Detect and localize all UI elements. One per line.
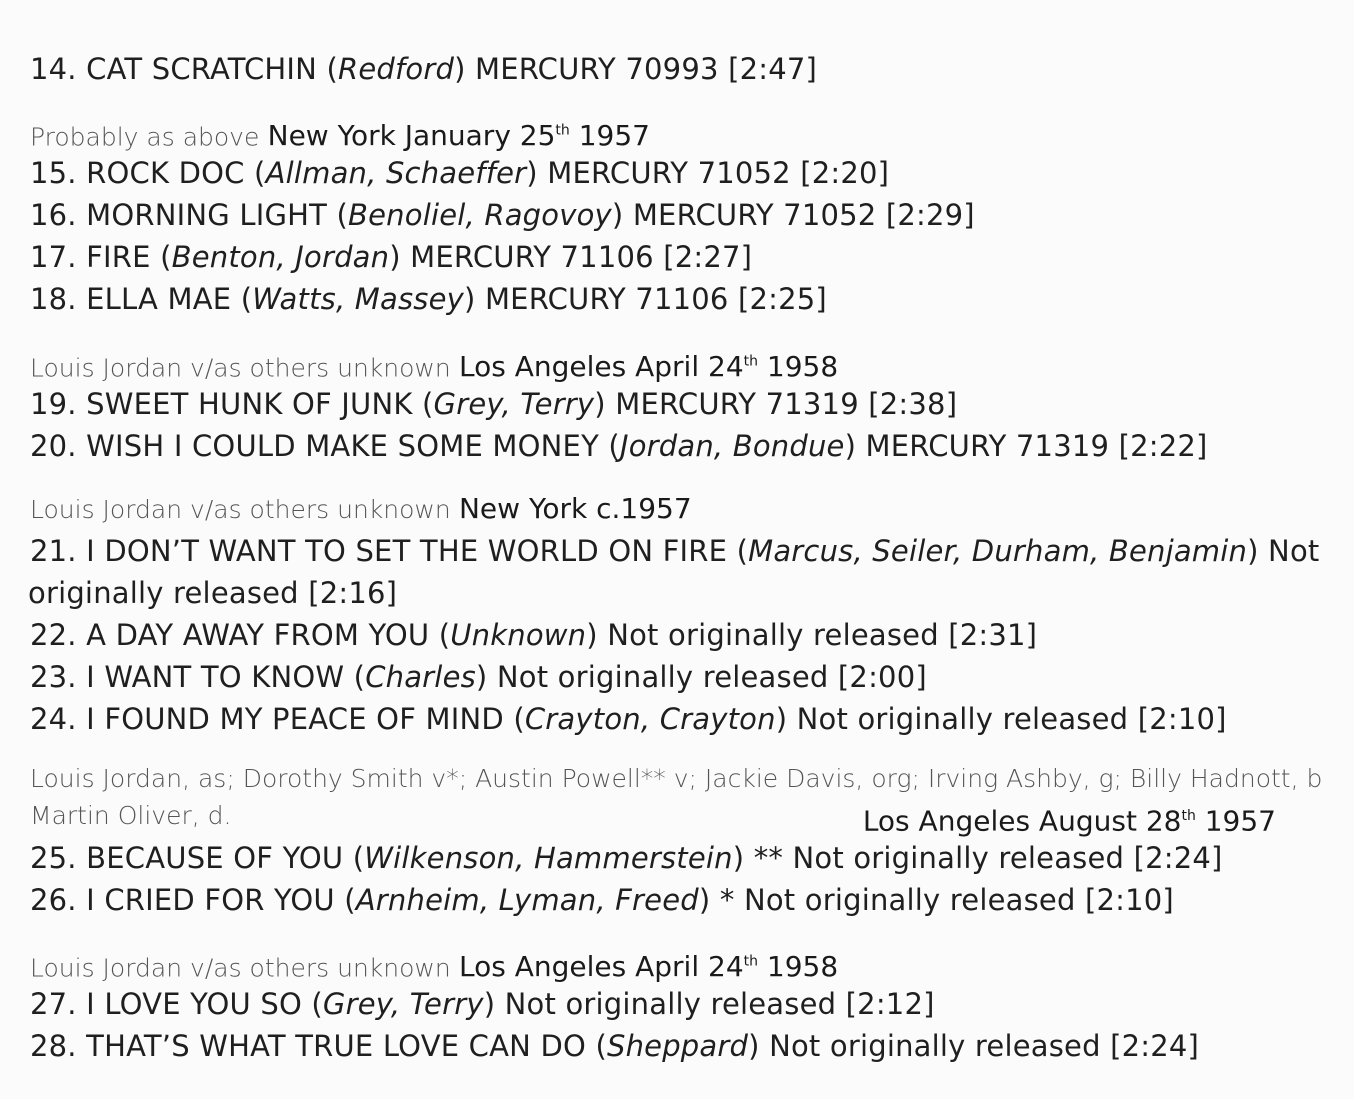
session-header bbox=[30, 797, 1334, 838]
track-duration: [2:29] bbox=[885, 198, 975, 232]
track-title: BECAUSE OF YOU bbox=[86, 841, 344, 875]
track-title: I WANT TO KNOW bbox=[86, 660, 345, 694]
track-22: 22. A DAY AWAY FROM YOU (Unknown) Not originally released [2:31] bbox=[30, 618, 1038, 652]
session-personnel: Louis Jordan v/as others unknown bbox=[30, 353, 451, 383]
track-release: Not bbox=[1268, 534, 1320, 568]
track-release-continued: originally released bbox=[28, 576, 299, 610]
vocalist-mark: ** bbox=[753, 841, 784, 875]
session-header bbox=[30, 490, 1334, 529]
track-21: 21. I DON’T WANT TO SET THE WORLD ON FIRE (Marcus, Seiler, Durham, Benjamin) Not bbox=[30, 534, 1320, 568]
session-header bbox=[30, 112, 1334, 156]
track-number: 14. bbox=[30, 52, 77, 86]
session-personnel: Louis Jordan v/as others unknown bbox=[30, 495, 451, 524]
track-number: 23. bbox=[30, 660, 77, 694]
session-personnel-line-1: Louis Jordan, as; Dorothy Smith v*; Austin Powell** v; Jackie Davis, org; Irving Ashby, g; Billy Hadnott, b bbox=[30, 764, 1323, 793]
track-title: FIRE bbox=[86, 240, 151, 274]
session-location: Los Angeles April 24th 1958 bbox=[458, 950, 839, 984]
track-duration: [2:31] bbox=[948, 618, 1038, 652]
track-14: 14. CAT SCRATCHIN (Redford) MERCURY 70993 [2:47] bbox=[30, 52, 818, 86]
track-19: 19. SWEET HUNK OF JUNK (Grey, Terry) MERCURY 71319 [2:38] bbox=[30, 387, 958, 421]
session-location: New York c.1957 bbox=[458, 492, 692, 525]
track-21-continued bbox=[28, 572, 1334, 614]
track-duration: [2:38] bbox=[868, 387, 958, 421]
track-composer: Grey, Terry bbox=[433, 387, 595, 421]
track-title: ROCK DOC bbox=[86, 156, 245, 190]
track-title: THAT’S WHAT TRUE LOVE CAN DO bbox=[86, 1029, 587, 1063]
track-release: Not originally released bbox=[792, 841, 1125, 875]
track-24: 24. I FOUND MY PEACE OF MIND (Crayton, Crayton) Not originally released [2:10] bbox=[30, 702, 1227, 736]
track-release: Not originally released bbox=[496, 660, 829, 694]
track-composer: Wilkenson, Hammerstein bbox=[364, 841, 733, 875]
track-composer: Watts, Massey bbox=[252, 282, 465, 316]
track-title: CAT SCRATCHIN bbox=[86, 52, 318, 86]
track-composer: Marcus, Seiler, Durham, Benjamin bbox=[748, 534, 1248, 568]
session-header bbox=[30, 943, 1334, 987]
track-release: MERCURY 71106 bbox=[410, 240, 654, 274]
track-17: 17. FIRE (Benton, Jordan) MERCURY 71106 [2:27] bbox=[30, 240, 753, 274]
track-title: SWEET HUNK OF JUNK bbox=[86, 387, 413, 421]
track-composer: Benton, Jordan bbox=[171, 240, 390, 274]
track-composer: Unknown bbox=[450, 618, 587, 652]
track-composer: Crayton, Crayton bbox=[524, 702, 776, 736]
track-number: 28. bbox=[30, 1029, 77, 1063]
track-number: 24. bbox=[30, 702, 77, 736]
track-16: 16. MORNING LIGHT (Benoliel, Ragovoy) MERCURY 71052 [2:29] bbox=[30, 198, 975, 232]
track-duration: [2:27] bbox=[663, 240, 753, 274]
track-number: 22. bbox=[30, 618, 77, 652]
track-20: 20. WISH I COULD MAKE SOME MONEY (Jordan, Bondue) MERCURY 71319 [2:22] bbox=[30, 429, 1208, 463]
track-number: 26. bbox=[30, 883, 77, 917]
track-composer: Arnheim, Lyman, Freed bbox=[355, 883, 699, 917]
track-number: 19. bbox=[30, 387, 77, 421]
session-personnel: Probably as above bbox=[30, 122, 260, 152]
vocalist-mark: * bbox=[719, 883, 735, 917]
track-title: A DAY AWAY FROM YOU bbox=[86, 618, 430, 652]
track-15: 15. ROCK DOC (Allman, Schaeffer) MERCURY 71052 [2:20] bbox=[30, 156, 890, 190]
track-28: 28. THAT’S WHAT TRUE LOVE CAN DO (Sheppard) Not originally released [2:24] bbox=[30, 1029, 1200, 1063]
track-release: MERCURY 71052 bbox=[547, 156, 791, 190]
track-duration: [2:12] bbox=[845, 987, 935, 1021]
track-duration: [2:16] bbox=[308, 576, 398, 610]
track-number: 27. bbox=[30, 987, 77, 1021]
track-duration: [2:00] bbox=[837, 660, 927, 694]
session-location: New York January 25th 1957 bbox=[267, 119, 650, 153]
track-release: MERCURY 71319 bbox=[615, 387, 859, 421]
track-duration: [2:10] bbox=[1084, 883, 1174, 917]
track-title: I CRIED FOR YOU bbox=[86, 883, 335, 917]
track-composer: Benoliel, Ragovoy bbox=[348, 198, 612, 232]
track-composer: Charles bbox=[365, 660, 476, 694]
track-title: ELLA MAE bbox=[86, 282, 232, 316]
track-title: WISH I COULD MAKE SOME MONEY bbox=[86, 429, 599, 463]
track-number: 20. bbox=[30, 429, 77, 463]
track-number: 17. bbox=[30, 240, 77, 274]
track-number: 15. bbox=[30, 156, 77, 190]
session-personnel-line-2: Martin Oliver, d. bbox=[30, 801, 232, 830]
session-location: Los Angeles August 28th 1957 bbox=[862, 804, 1276, 838]
track-release: Not originally released bbox=[504, 987, 837, 1021]
track-release: Not originally released bbox=[607, 618, 939, 652]
track-duration: [2:22] bbox=[1118, 429, 1208, 463]
track-25: 25. BECAUSE OF YOU (Wilkenson, Hammerstein) ** Not originally released [2:24] bbox=[30, 841, 1223, 875]
track-release: MERCURY 70993 bbox=[475, 52, 719, 86]
track-composer: Jordan, Bondue bbox=[619, 429, 845, 463]
track-number: 25. bbox=[30, 841, 77, 875]
track-release: Not originally released bbox=[743, 883, 1076, 917]
track-23: 23. I WANT TO KNOW (Charles) Not originally released [2:00] bbox=[30, 660, 927, 694]
track-release: MERCURY 71052 bbox=[632, 198, 877, 232]
track-duration: [2:20] bbox=[800, 156, 890, 190]
track-duration: [2:25] bbox=[737, 282, 827, 316]
track-title: I FOUND MY PEACE OF MIND bbox=[86, 702, 504, 736]
track-number: 21. bbox=[30, 534, 77, 568]
track-title: I LOVE YOU SO bbox=[86, 987, 302, 1021]
track-18: 18. ELLA MAE (Watts, Massey) MERCURY 71106 [2:25] bbox=[30, 282, 827, 316]
track-number: 18. bbox=[30, 282, 77, 316]
track-26: 26. I CRIED FOR YOU (Arnheim, Lyman, Freed) * Not originally released [2:10] bbox=[30, 883, 1174, 917]
session-header bbox=[30, 343, 1334, 387]
track-release: Not originally released bbox=[769, 1029, 1101, 1063]
track-title: I DON’T WANT TO SET THE WORLD ON FIRE bbox=[86, 534, 728, 568]
track-duration: [2:47] bbox=[728, 52, 818, 86]
track-duration: [2:24] bbox=[1110, 1029, 1200, 1063]
session-personnel: Louis Jordan v/as others unknown bbox=[30, 953, 451, 983]
track-composer: Sheppard bbox=[606, 1029, 749, 1063]
session-location: Los Angeles April 24th 1958 bbox=[458, 350, 839, 384]
track-composer: Redford bbox=[338, 52, 455, 86]
track-duration: [2:24] bbox=[1133, 841, 1223, 875]
track-title: MORNING LIGHT bbox=[86, 198, 328, 232]
track-number: 16. bbox=[30, 198, 77, 232]
track-duration: [2:10] bbox=[1137, 702, 1227, 736]
track-release: Not originally released bbox=[796, 702, 1129, 736]
track-release: MERCURY 71106 bbox=[484, 282, 729, 316]
track-release: MERCURY 71319 bbox=[865, 429, 1110, 463]
track-composer: Grey, Terry bbox=[322, 987, 484, 1021]
track-27: 27. I LOVE YOU SO (Grey, Terry) Not originally released [2:12] bbox=[30, 987, 935, 1021]
track-composer: Allman, Schaeffer bbox=[265, 156, 527, 190]
